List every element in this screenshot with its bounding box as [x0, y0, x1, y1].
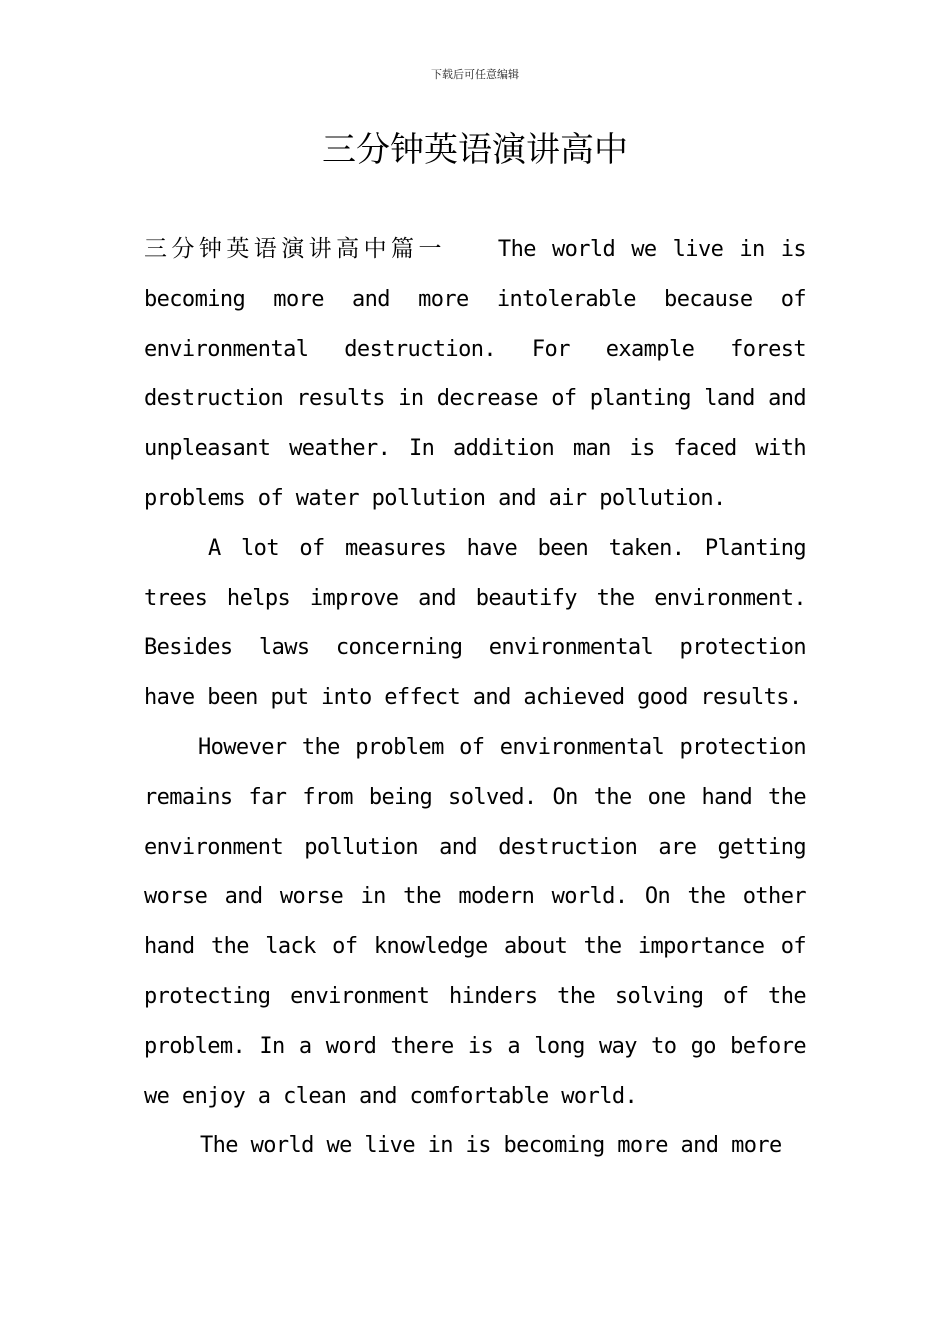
paragraph-3: However the problem of environmental protection remains far from being solved. On the one hand the environment pollution and destruction are getting worse and worse in the modern world. On the other hand the lack of knowledge about the importance of protecting environment hinders the solving of the problem. In a word there is a long way to go before we enjoy a clean and comfortable world.	[144, 734, 806, 1109]
document-body	[144, 225, 806, 1171]
paragraph-2: A lot of measures have been taken. Planting trees helps improve and beautify the environment. Besides laws concerning environmental protection have been put into effect and achieved good results.	[144, 535, 806, 711]
paragraph-4: The world we live in is becoming more and more	[200, 1133, 782, 1159]
header-note: 下载后可任意编辑	[431, 68, 519, 81]
page-title: 三分钟英语演讲高中	[322, 130, 628, 170]
section-label: 三分钟英语演讲高中篇一	[144, 236, 446, 262]
paragraph-1	[144, 225, 806, 524]
paragraph-1-text: The world we live in is becoming more and more intolerable because of environmental destruction. For example forest destruction results in decrease of planting land and unpleasant weather. In addition man is faced with problems of water pollution and air pollution.	[144, 237, 806, 511]
